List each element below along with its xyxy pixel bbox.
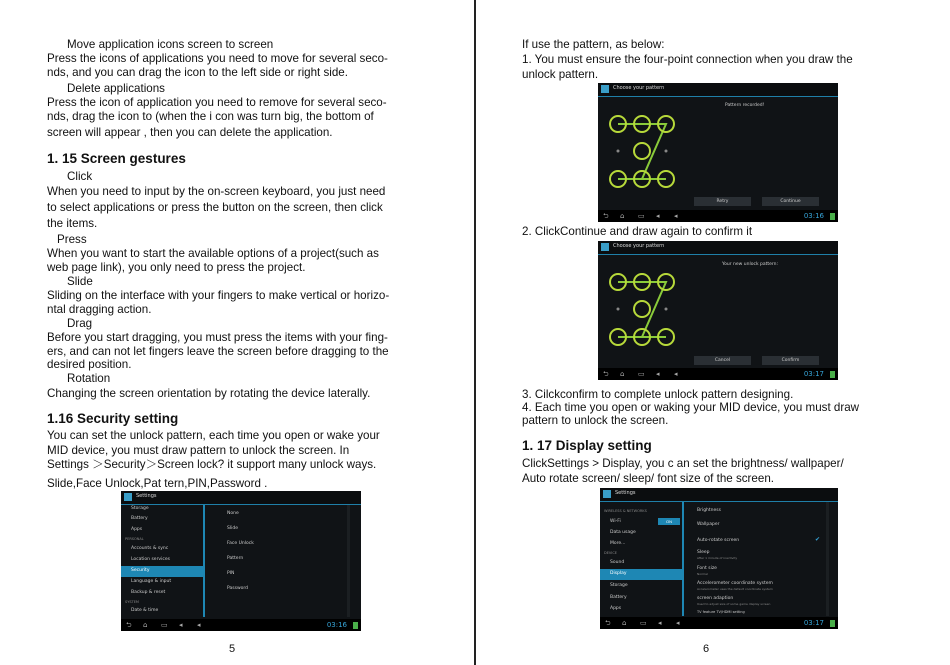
sidebar-item-security: Security (131, 568, 150, 573)
text-line: Slide (67, 275, 93, 288)
pattern-recorded-screenshot (598, 83, 838, 222)
text-line: Delete applications (67, 82, 165, 95)
text-line: nds, drag the icon to (when the i con was turn big, the bottom of (47, 110, 374, 123)
display-option: Brightness (697, 508, 721, 513)
sidebar-item: Data usage (610, 530, 636, 535)
pattern-dot (665, 308, 668, 311)
text-line: ers, and can not let fingers leave the screen before dragging to the (47, 345, 389, 358)
text-line: screen will appear , then you can delete the application. (47, 126, 333, 139)
text-line: the items. (47, 217, 98, 230)
lock-option: Password (227, 586, 249, 591)
display-option: Sleep (697, 550, 710, 555)
display-option: TV feature TV/HDMI setting (697, 610, 745, 614)
page-number: 6 (703, 643, 710, 655)
status-clock: 03:17 (803, 619, 824, 627)
text-line: ntal dragging action. (47, 303, 152, 316)
text-line: If use the pattern, as below: (522, 38, 665, 51)
text-line: 4. Each time you open or waking your MID device, you must draw (522, 401, 860, 414)
sidebar-item: Accounts & sync (131, 546, 169, 551)
sidebar-divider (203, 505, 205, 617)
text-line: ClickSettings > Display, you c an set the brightness/ wallpaper/ (522, 457, 844, 470)
text-line: 3. Cilckconfirm to complete unlock pattern designing. (522, 388, 794, 401)
lock-option: Pattern (227, 556, 244, 561)
sidebar-item: Apps (610, 606, 622, 611)
text-line: Press the icons of applications you need to move for several seco- (47, 52, 388, 65)
sidebar-item: Battery (131, 516, 148, 521)
pattern-dot-active (634, 143, 650, 159)
sidebar-item: Storage (131, 506, 149, 511)
display-option-summary: After 1 minute of inactivity (697, 556, 738, 560)
sidebar-section: DEVICE (604, 551, 617, 555)
sidebar-item: Location services (131, 557, 170, 562)
text-line: 2. ClickContinue and draw again to confirm it (522, 225, 753, 238)
text-line: Sliding on the interface with your fingers to make vertical or horizo- (47, 289, 390, 302)
text-line: Drag (67, 317, 93, 330)
settings-title: Settings (136, 493, 157, 499)
display-option-summary: Accelerometer uses the default coordinate system (697, 587, 773, 591)
page-number: 5 (229, 643, 236, 655)
volume-up-icon: ◂ (676, 619, 680, 627)
battery-icon (830, 371, 835, 378)
home-icon: ⌂ (620, 370, 625, 378)
text-line: When you want to start the available options of a project(such as (47, 247, 379, 260)
sidebar-item: Sound (610, 560, 625, 565)
text-line: Slide,Face Unlock,Pat tern,PIN,Password . (47, 477, 268, 490)
left-page (0, 0, 474, 665)
recent-apps-icon: ▭ (640, 619, 647, 627)
recent-apps-icon: ▭ (638, 370, 645, 378)
sidebar-item-display: Display (610, 571, 627, 576)
pattern-dot (617, 150, 620, 153)
pattern-message: Your new unlock pattern: (722, 262, 779, 267)
sidebar-section: PERSONAL (125, 537, 144, 541)
display-option: Auto-rotate screen (697, 538, 740, 543)
checkbox-checked-icon: ✔ (815, 536, 821, 543)
display-option-summary: Normal (697, 572, 708, 576)
pattern-confirm-screenshot (598, 241, 838, 380)
text-line: Changing the screen orientation by rotating the device laterally. (47, 387, 371, 400)
lock-option: PIN (227, 571, 235, 576)
text-line: Move application icons screen to screen (67, 38, 274, 51)
display-option: Wallpaper (697, 522, 720, 527)
text-line: When you need to input by the on-screen keyboard, you just need (47, 185, 386, 198)
display-option: Font size (697, 566, 717, 571)
recent-apps-icon: ▭ (161, 621, 168, 629)
lock-option: None (227, 511, 239, 516)
text-line: desired position. (47, 358, 132, 371)
display-option: Accelerometer coordinate system (697, 581, 773, 586)
home-icon: ⌂ (622, 619, 627, 627)
text-line: 1. You must ensure the four-point connection when you draw the (522, 53, 853, 66)
battery-icon (353, 622, 358, 629)
text-line: Settings ＞Security＞Screen lock? it support many unlock ways. (47, 458, 377, 471)
lock-option: Face Unlock (227, 541, 254, 546)
back-icon: ⮌ (603, 370, 609, 378)
pattern-dot (617, 308, 620, 311)
confirm-button[interactable]: Confirm (762, 356, 819, 365)
sidebar-item: Backup & reset (131, 590, 166, 595)
system-navbar (600, 617, 838, 629)
sidebar-item: Apps (131, 527, 143, 532)
sidebar-item: Wi-Fi (610, 519, 621, 524)
text-line: unlock pattern. (522, 68, 599, 81)
system-navbar (598, 210, 838, 222)
sidebar-divider (682, 502, 684, 616)
security-settings-screenshot (121, 491, 361, 631)
sidebar-section: WIRELESS & NETWORKS (604, 509, 647, 513)
scrollbar (347, 505, 350, 617)
display-option-summary: Used to adjust size of some game display screen (697, 602, 771, 606)
volume-down-icon: ◂ (658, 619, 662, 627)
text-line: to select applications or press the button on the screen, then click (47, 201, 383, 214)
text-line: Rotation (67, 372, 111, 385)
home-icon: ⌂ (620, 212, 625, 220)
settings-titlebar (121, 491, 361, 505)
status-clock: 03:16 (803, 212, 824, 220)
text-line: MID device, you must draw pattern to unlock the screen. In (47, 444, 350, 457)
volume-down-icon: ◂ (656, 370, 660, 378)
display-option: screen adaption (697, 596, 734, 601)
text-line: Press the icon of application you need to remove for several seco- (47, 96, 387, 109)
display-settings-screenshot (600, 488, 838, 629)
wifi-toggle: ON (658, 518, 680, 525)
text-line: pattern to unlock the screen. (522, 414, 669, 427)
text-line: Before you start dragging, you must press the items with your fing- (47, 331, 388, 344)
settings-titlebar (600, 488, 838, 502)
section-heading: 1.16 Security setting (47, 411, 179, 426)
battery-icon (830, 213, 835, 220)
sidebar-item: Date & time (131, 608, 159, 613)
pattern-dot (665, 150, 668, 153)
lock-option: Slide (227, 526, 238, 531)
sidebar-item: Storage (610, 583, 628, 588)
section-heading: 1. 17 Display setting (522, 438, 652, 453)
system-navbar (598, 368, 838, 380)
cancel-button[interactable]: Cancel (694, 356, 751, 365)
right-page (476, 0, 950, 665)
volume-up-icon: ◂ (197, 621, 201, 629)
status-clock: 03:17 (803, 370, 824, 378)
sidebar-item: More... (610, 541, 626, 546)
settings-title: Settings (615, 490, 636, 496)
scrollbar (826, 502, 829, 616)
status-clock: 03:16 (326, 621, 347, 629)
volume-up-icon: ◂ (674, 212, 678, 220)
volume-down-icon: ◂ (179, 621, 183, 629)
volume-up-icon: ◂ (674, 370, 678, 378)
sidebar-section: SYSTEM (125, 600, 139, 604)
text-line: nds, and you can drag the icon to the left side or right side. (47, 66, 348, 79)
retry-button[interactable]: Retry (694, 197, 751, 206)
sidebar-item: Battery (610, 595, 627, 600)
settings-icon (603, 490, 611, 498)
pattern-dot-active (634, 301, 650, 317)
text-line: Auto rotate screen/ sleep/ font size of the screen. (522, 472, 774, 485)
battery-icon (830, 620, 835, 627)
continue-button[interactable]: Continue (762, 197, 819, 206)
settings-icon (124, 493, 132, 501)
text-line: web page link), you only need to press the project. (47, 261, 306, 274)
section-heading: 1. 15 Screen gestures (47, 151, 186, 166)
text-line: You can set the unlock pattern, each time you open or wake your (47, 429, 380, 442)
pattern-title: Choose your pattern (613, 85, 665, 91)
system-navbar (121, 619, 361, 631)
back-icon: ⮌ (605, 619, 611, 627)
sidebar-item: Language & input (131, 579, 172, 584)
back-icon: ⮌ (126, 621, 132, 629)
back-icon: ⮌ (603, 212, 609, 220)
pattern-title: Choose your pattern (613, 243, 665, 249)
text-line: Press (57, 233, 87, 246)
pattern-message: Pattern recorded! (725, 103, 765, 108)
volume-down-icon: ◂ (656, 212, 660, 220)
home-icon: ⌂ (143, 621, 148, 629)
text-line: Click (67, 170, 93, 183)
recent-apps-icon: ▭ (638, 212, 645, 220)
